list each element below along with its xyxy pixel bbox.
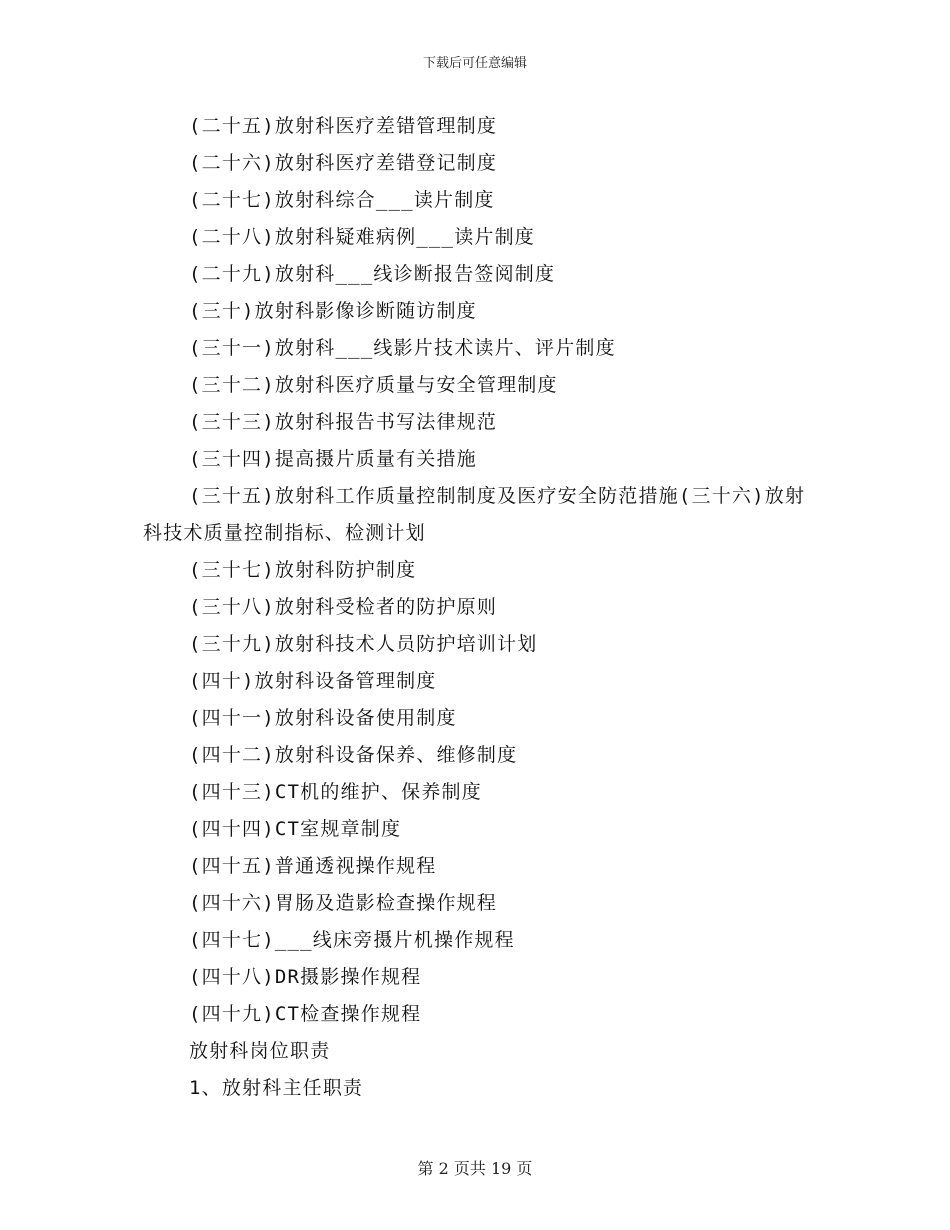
list-item: (四十八)DR摄影操作规程 xyxy=(189,966,422,988)
subsection-heading: 1、放射科主任职责 xyxy=(189,1077,364,1099)
list-item: (四十四)CT室规章制度 xyxy=(189,818,402,840)
list-item: (三十一)放射科___线影片技术读片、评片制度 xyxy=(189,337,616,359)
list-item: (二十七)放射科综合___读片制度 xyxy=(189,189,495,211)
list-item: (四十九)CT检查操作规程 xyxy=(189,1003,422,1025)
list-item: (四十六)胃肠及造影检查操作规程 xyxy=(189,892,498,914)
list-item: (四十)放射科设备管理制度 xyxy=(189,670,437,692)
list-item: (三十八)放射科受检者的防护原则 xyxy=(189,596,498,618)
list-item: (二十九)放射科___线诊断报告签阅制度 xyxy=(189,263,556,285)
list-item: (三十三)放射科报告书写法律规范 xyxy=(189,411,498,433)
list-item: (三十九)放射科技术人员防护培训计划 xyxy=(189,633,538,655)
page-footer: 第 2 页共 19 页 xyxy=(417,1159,533,1178)
list-item: (三十二)放射科医疗质量与安全管理制度 xyxy=(189,374,558,396)
wrapped-paragraph: (三十五)放射科工作质量控制制度及医疗安全防范措施(三十六)放射科技术质量控制指标、检测计划 xyxy=(143,485,806,544)
list-item: (三十七)放射科防护制度 xyxy=(189,559,417,581)
list-item: (三十)放射科影像诊断随访制度 xyxy=(189,300,477,322)
list-item: (四十二)放射科设备保养、维修制度 xyxy=(189,744,518,766)
list-item: (四十三)CT机的维护、保养制度 xyxy=(189,781,482,803)
list-item: (四十七)___线床旁摄片机操作规程 xyxy=(189,929,515,951)
page-header: 下载后可任意编辑 xyxy=(422,56,527,71)
list-item: (二十八)放射科疑难病例___读片制度 xyxy=(189,226,535,248)
list-item: (二十五)放射科医疗差错管理制度 xyxy=(189,115,498,137)
list-item: (二十六)放射科医疗差错登记制度 xyxy=(189,152,498,174)
list-item: (四十五)普通透视操作规程 xyxy=(189,855,437,877)
document-body xyxy=(143,108,823,1107)
section-heading: 放射科岗位职责 xyxy=(189,1040,331,1062)
list-item: (三十四)提高摄片质量有关措施 xyxy=(189,448,477,470)
list-item: (四十一)放射科设备使用制度 xyxy=(189,707,457,729)
